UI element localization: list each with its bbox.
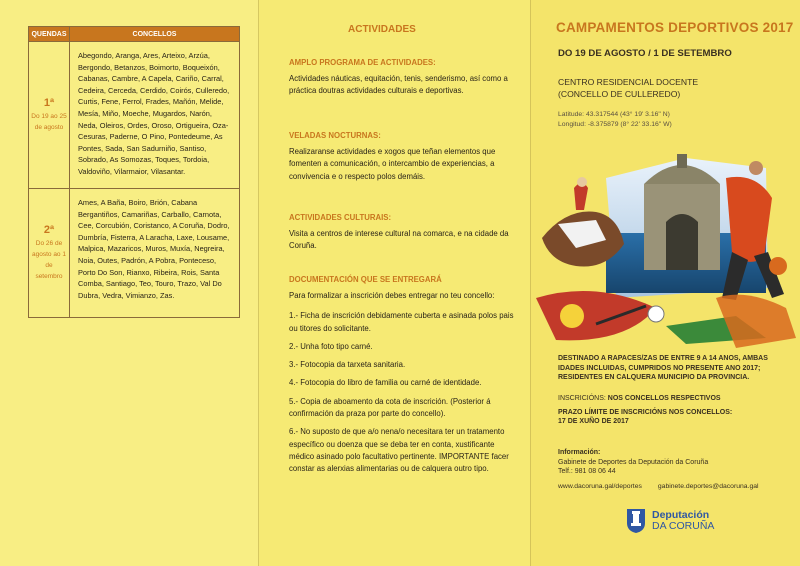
quenda-cell [29, 42, 70, 188]
info-office: Gabinete de Deportes da Deputación da Coruña [558, 458, 709, 466]
nights-heading: VELADAS NOCTURNAS: [289, 131, 381, 140]
doc-item: 5.- Copia de aboamento da cota de inscrición. (Posterior á confirmación da praza por parte do concello). [289, 396, 491, 419]
doc-item: 1.- Ficha de inscrición debidamente cuberta e asinada polos pais ou titores do solicitante. [289, 311, 514, 333]
docs-heading: DOCUMENTACIÓN QUE SE ENTREGARÁ [289, 275, 442, 284]
target-audience: DESTINADO A RAPACES/ZAS DE ENTRE 9 A 14 ANOS, AMBAS IDADES INCLUIDAS, CUMPRIDOS NO PRESENTE ANO 2017; RESIDENTES EN CALQUERA MUNICIPIO DA PROVINCIA. [558, 355, 768, 382]
longitude: Longitud: -8.375879 (8° 22' 33.16" W) [558, 121, 672, 128]
inscriptions-line [558, 395, 721, 402]
email-link[interactable]: gabinete.deportes@dacoruna.gal [657, 483, 759, 490]
logo-line-1: Deputación [652, 509, 710, 521]
cultural-section [289, 213, 517, 253]
cover-dates: DO 19 DE AGOSTO / 1 DE SETEMBRO [558, 48, 732, 59]
logo-line-2: DA CORUÑA [652, 520, 715, 532]
program-section [289, 58, 517, 98]
logo-wordmark [652, 510, 714, 532]
inscriptions-value: NOS CONCELLOS RESPECTIVOS [607, 395, 721, 402]
activities-title: ACTIVIDADES [348, 24, 416, 35]
table-header [29, 27, 239, 41]
coordinates [558, 110, 672, 130]
web-line [558, 483, 759, 490]
deadline-date: 17 DE XUÑO DE 2017 [558, 418, 629, 426]
quenda-number: 1ª [43, 97, 55, 109]
nights-text: Realizaranse actividades e xogos que teñan elementos que fomenten a comunicación, o intercambio de experiencias, a convivencia e o respecto polos demáis. [289, 147, 496, 181]
quendas-header: QUENDAS [29, 27, 70, 41]
fold-line [258, 0, 259, 566]
shield-icon [626, 508, 646, 534]
docs-intro: Para formalizar a inscrición debes entregar no teu concello: [289, 291, 495, 300]
contact-info [558, 448, 708, 477]
cover-title: CAMPAMENTOS DEPORTIVOS 2017 [556, 20, 794, 35]
deadline [558, 408, 732, 427]
venue-line-1: CENTRO RESIDENCIAL DOCENTE [558, 77, 699, 87]
latitude: Latitude: 43.317544 (43° 19' 3.16" N) [558, 111, 670, 118]
doc-item: 3.- Fotocopia da tarxeta sanitaria. [289, 360, 406, 370]
table-row [29, 188, 239, 317]
quenda-cell [29, 189, 70, 317]
concellos-header: CONCELLOS [132, 30, 177, 38]
quendas-table [28, 26, 240, 318]
quenda-dates: Do 19 ao 25 de agosto [31, 113, 67, 131]
left-panel [0, 0, 258, 566]
cultural-text: Visita a centros de interese cultural na comarca, e na cidade da Coruña. [289, 229, 509, 251]
middle-panel [258, 0, 530, 566]
venue-line-2: (CONCELLO DE CULLEREDO) [558, 89, 681, 99]
quenda-dates: Do 26 de agosto ao 1 de setembro [32, 240, 66, 280]
deputacion-logo [626, 508, 714, 534]
doc-item: 2.- Unha foto tipo carné. [289, 341, 373, 351]
sports-collage-illustration [536, 148, 800, 352]
doc-item: 4.- Fotocopia do libro de familia ou carné de identidade. [289, 378, 482, 388]
inscriptions-label: INSCRICIÓNS: [558, 395, 606, 402]
quenda-number: 2ª [43, 224, 55, 236]
docs-section [289, 275, 517, 482]
doc-item: 6.- No suposto de que a/o nena/o necesitara ter un tratamento específico ou doenza que se deba ter en conta, xustificante médico asinado polo facultativo pertinente. IMPORTANTE facer constar as alerxias alimentarias ou de calquera outro tipo. [289, 427, 509, 474]
table-row [29, 41, 239, 188]
venue [558, 76, 698, 100]
concellos-list: Abegondo, Aranga, Ares, Arteixo, Arzúa, Bergondo, Betanzos, Boimorto, Boqueixón, Cabanas, Cambre, A Capela, Cariño, Carral, Cedeira, Cerceda, Cerdido, Coirós, Culleredo, Curtis, Fene, Ferrol, Frades, Mañón, Melide, Mesía, Miño, Moeche, Mugardos, Narón, Neda, Oleiros, Ordes, Oroso, Ortigueira, Oza-Cesuras, Paderne, O Pino, Pontedeume, As Pontes, Sada, San Sadurniño, Santiso, Sobrado, As Somozas, Toques, Tordoia, Valdoviño, Vilarmaior, Vilasantar. [78, 51, 230, 176]
nights-section [289, 131, 517, 183]
program-heading: AMPLO PROGRAMA DE ACTIVIDADES: [289, 58, 436, 67]
website-link[interactable]: www.dacoruna.gal/deportes [558, 483, 642, 490]
fold-line [530, 0, 531, 566]
info-phone: Telf.: 981 08 06 44 [558, 468, 616, 476]
info-heading: Información: [558, 449, 601, 456]
program-text: Actividades náuticas, equitación, tenis, senderismo, así como a práctica doutras actividades culturais e deportivas. [289, 74, 508, 96]
concellos-list: Ames, A Baña, Boiro, Brión, Cabana Bergantiños, Camariñas, Carballo, Carnota, Cee, Corcubión, Coristanco, A Coruña, Dodro, Dumbría, Fisterra, A Laracha, Laxe, Lousame, Malpica, Mazaricos, Muros, Muxía, Negreira, Noia, Outes, Padrón, A Pobra, Ponteceso, Porto Do Son, Rianxo, Ribeira, Rois, Santa Comba, Santiago, Teo, Touro, Trazo, Val Do Dubra, Vedra, Vimianzo, Zas. [78, 198, 230, 300]
cultural-heading: ACTIVIDADES CULTURAIS: [289, 213, 392, 222]
deadline-label: PRAZO LÍMITE DE INSCRICIÓNS NOS CONCELLOS: [558, 409, 733, 416]
